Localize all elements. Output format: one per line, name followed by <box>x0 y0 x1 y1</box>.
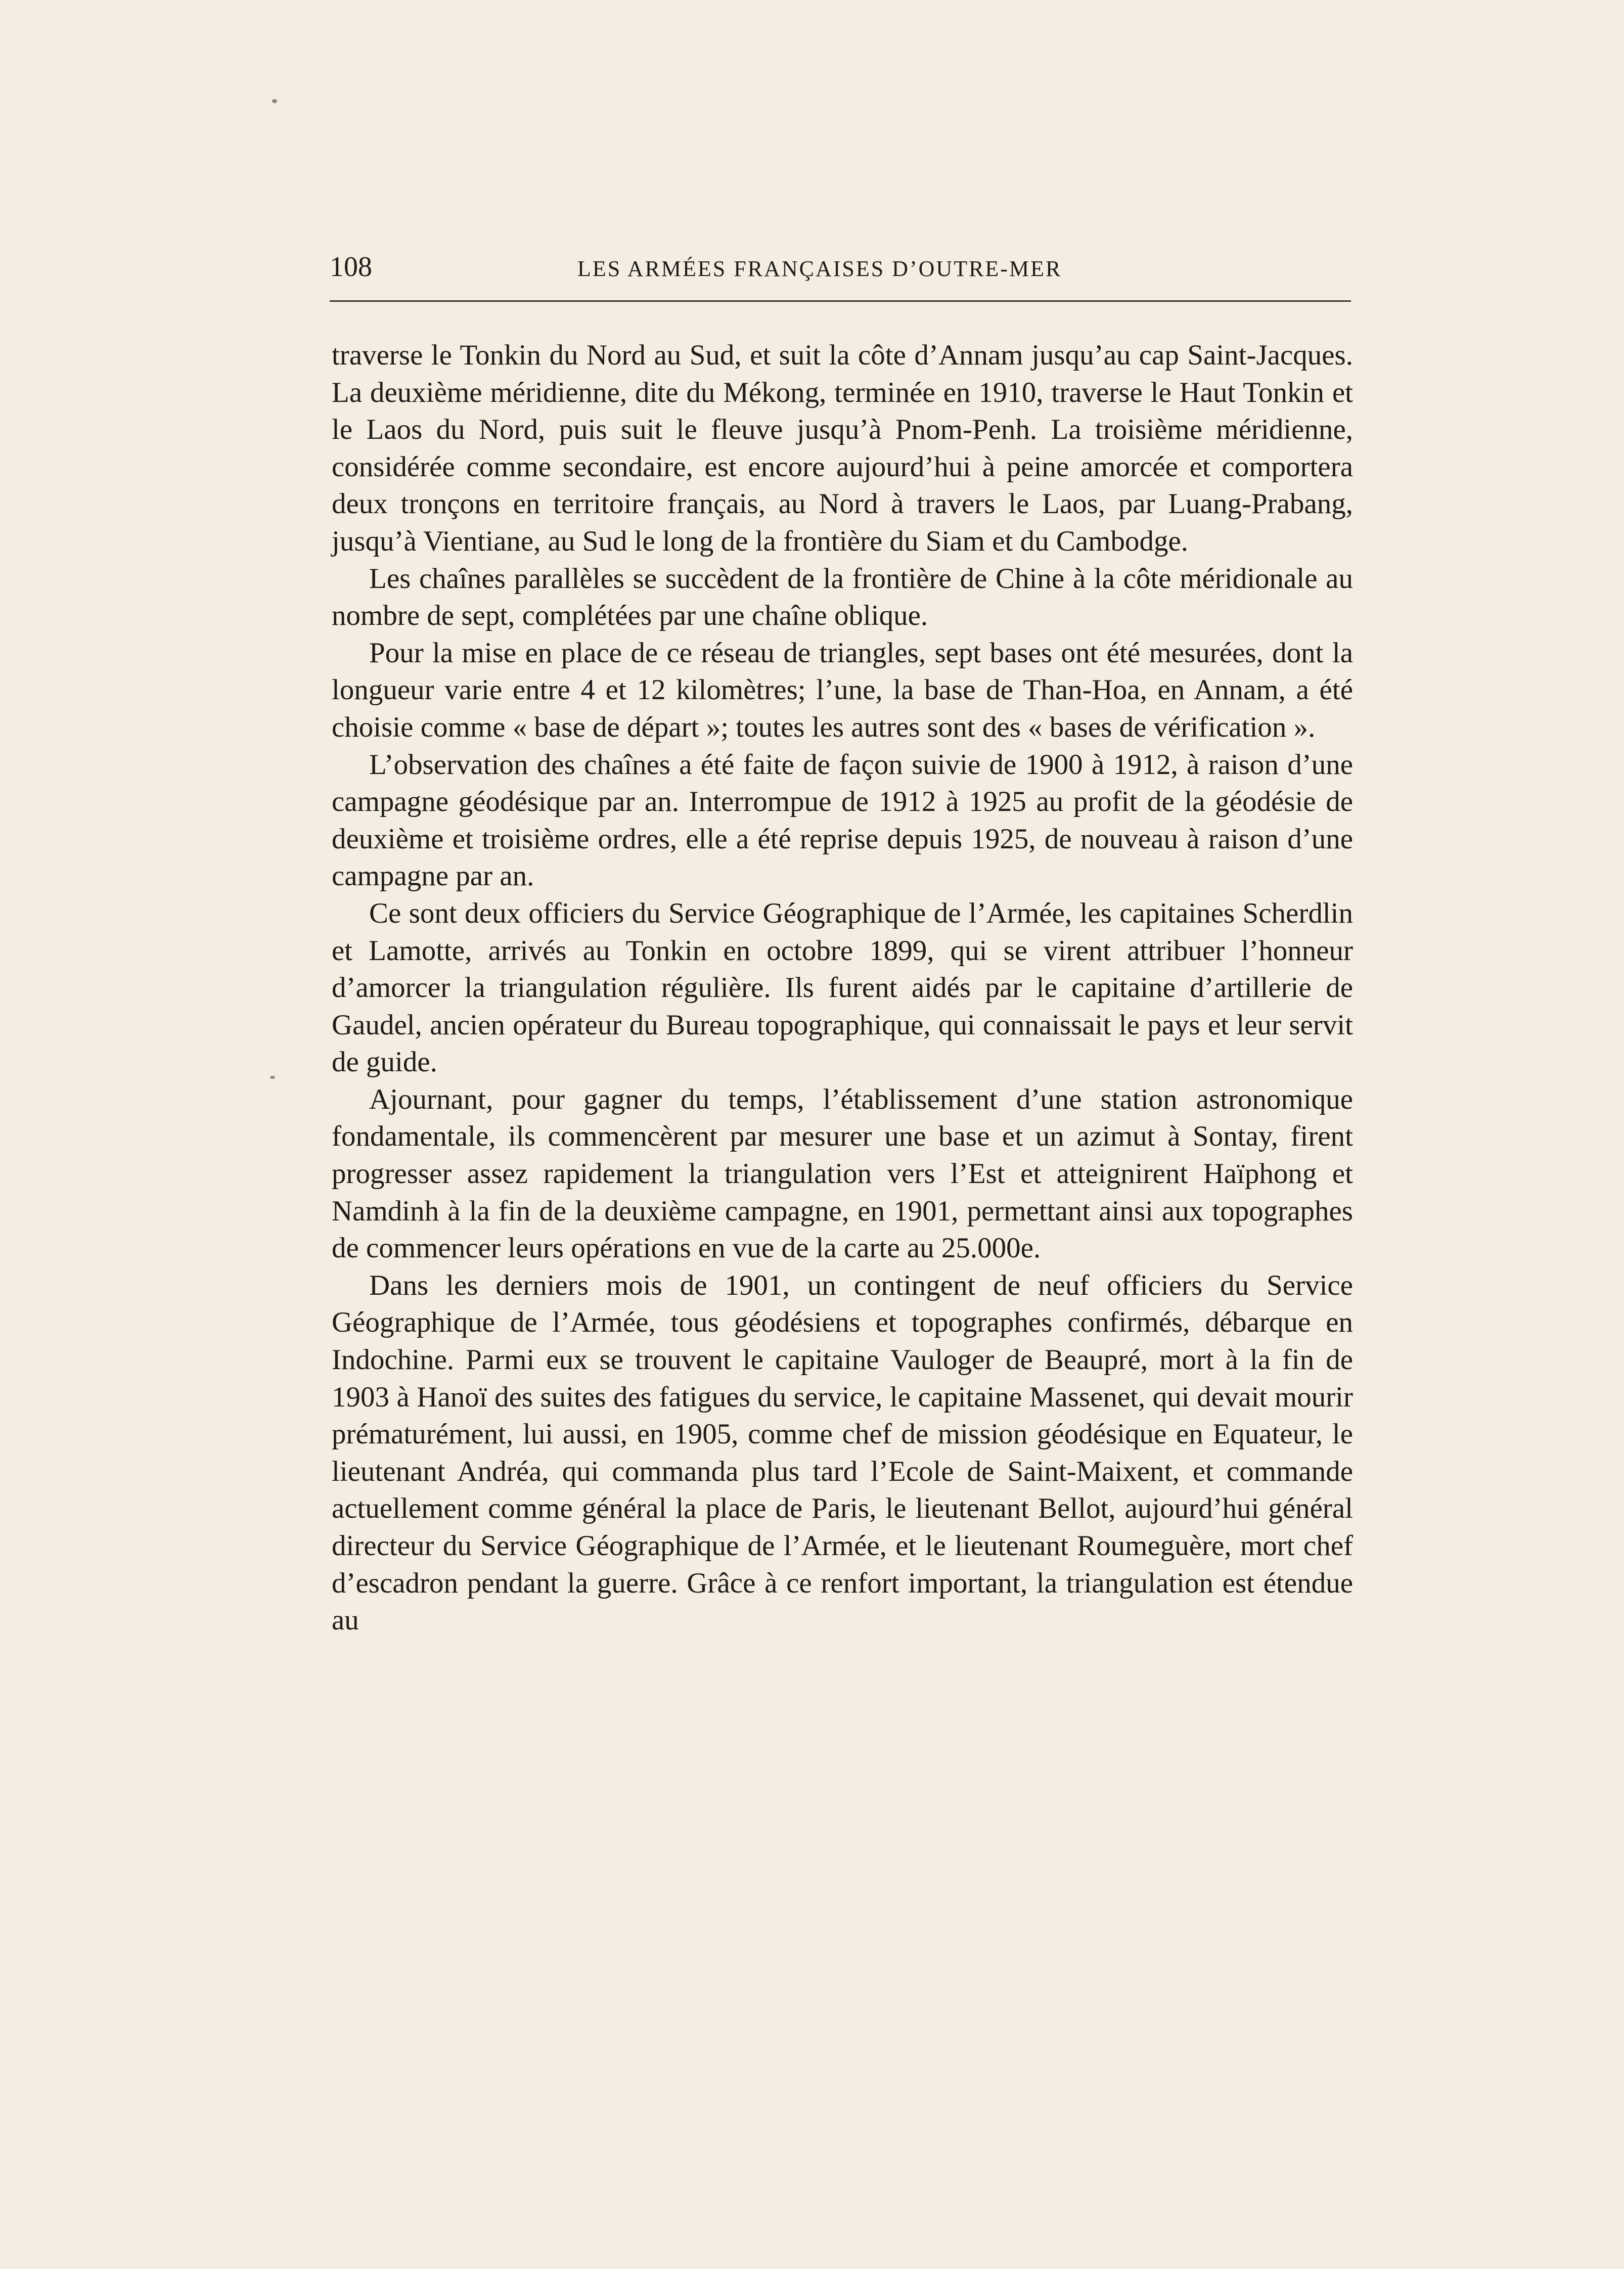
page-number: 108 <box>330 251 372 283</box>
running-title: LES ARMÉES FRANÇAISES D’OUTRE-MER <box>577 256 1062 281</box>
paragraph-7: Dans les derniers mois de 1901, un contingent de neuf officiers du Service Géographique de l’Armée, tous géodésiens et topographes confirmés, débarque en Indochine. Parmi eux se trouvent le capitaine Vauloger de Beaupré, mort à la fin de 1903 à Hanoï des suites des fatigues du service, le capitaine Massenet, qui devait mourir prématurément, lui aussi, en 1905, comme chef de mission géodésique en Equateur, le lieutenant Andréa, qui commanda plus tard l’Ecole de Saint-Maixent, et commande actuellement comme général la place de Paris, le lieutenant Bellot, aujourd’hui général directeur du Service Géographique de l’Armée, et le lieutenant Roumeguère, mort chef d’escadron pendant la guerre. Grâce à ce renfort important, la triangulation est étendue au <box>332 1269 1353 1637</box>
paragraph-2: Les chaînes parallèles se succèdent de la frontière de Chine à la côte méridionale au nombre de sept, complétées par une chaîne oblique. <box>332 562 1353 632</box>
paper-speck <box>270 1076 275 1079</box>
paragraph-3: Pour la mise en place de ce réseau de triangles, sept bases ont été mesurées, dont la longueur varie entre 4 et 12 kilomètres; l’une, la base de Than-Hoa, en Annam, a été choisie comme « base de départ »; toutes les autres sont des « bases de vérification ». <box>332 637 1353 743</box>
paragraph-1: traverse le Tonkin du Nord au Sud, et suit la côte d’Annam jusqu’au cap Saint-Jacques. La deuxième méridienne, dite du Mékong, terminée en 1910, traverse le Haut Tonkin et le Laos du Nord, puis suit le fleuve jusqu’à Pnom-Penh. La troisième méridienne, considérée comme secondaire, est encore aujourd’hui à peine amorcée et comportera deux tronçons en territoire français, au Nord à travers le Laos, par Luang-Prabang, jusqu’à Vientiane, au Sud le long de la frontière du Siam et du Cambodge. <box>332 339 1353 557</box>
body-text <box>332 337 1353 1639</box>
paragraph-5: Ce sont deux officiers du Service Géographique de l’Armée, les capitaines Scherdlin et Lamotte, arrivés au Tonkin en octobre 1899, qui se virent attribuer l’honneur d’amorcer la triangulation régulière. Ils furent aidés par le capitaine d’artillerie de Gaudel, ancien opérateur du Bureau topographique, qui connaissait le pays et leur servit de guide. <box>332 897 1353 1078</box>
paragraph-6: Ajournant, pour gagner du temps, l’établissement d’une station astronomique fondamentale, ils commencèrent par mesurer une base et un azimut à Sontay, firent progresser assez rapidement la triangulation vers l’Est et atteignirent Haïphong et Namdinh à la fin de la deuxième campagne, en 1901, permettant ainsi aux topographes de commencer leurs opérations en vue de la carte au 25.000e. <box>332 1083 1353 1264</box>
page-header <box>330 247 1351 287</box>
paragraph-4: L’observation des chaînes a été faite de façon suivie de 1900 à 1912, à raison d’une campagne géodésique par an. Interrompue de 1912 à 1925 au profit de la géodésie de deuxième et troisième ordres, elle a été reprise depuis 1925, de nouveau à raison d’une campagne par an. <box>332 748 1353 892</box>
paper-speck <box>272 99 277 103</box>
header-rule <box>330 300 1351 302</box>
